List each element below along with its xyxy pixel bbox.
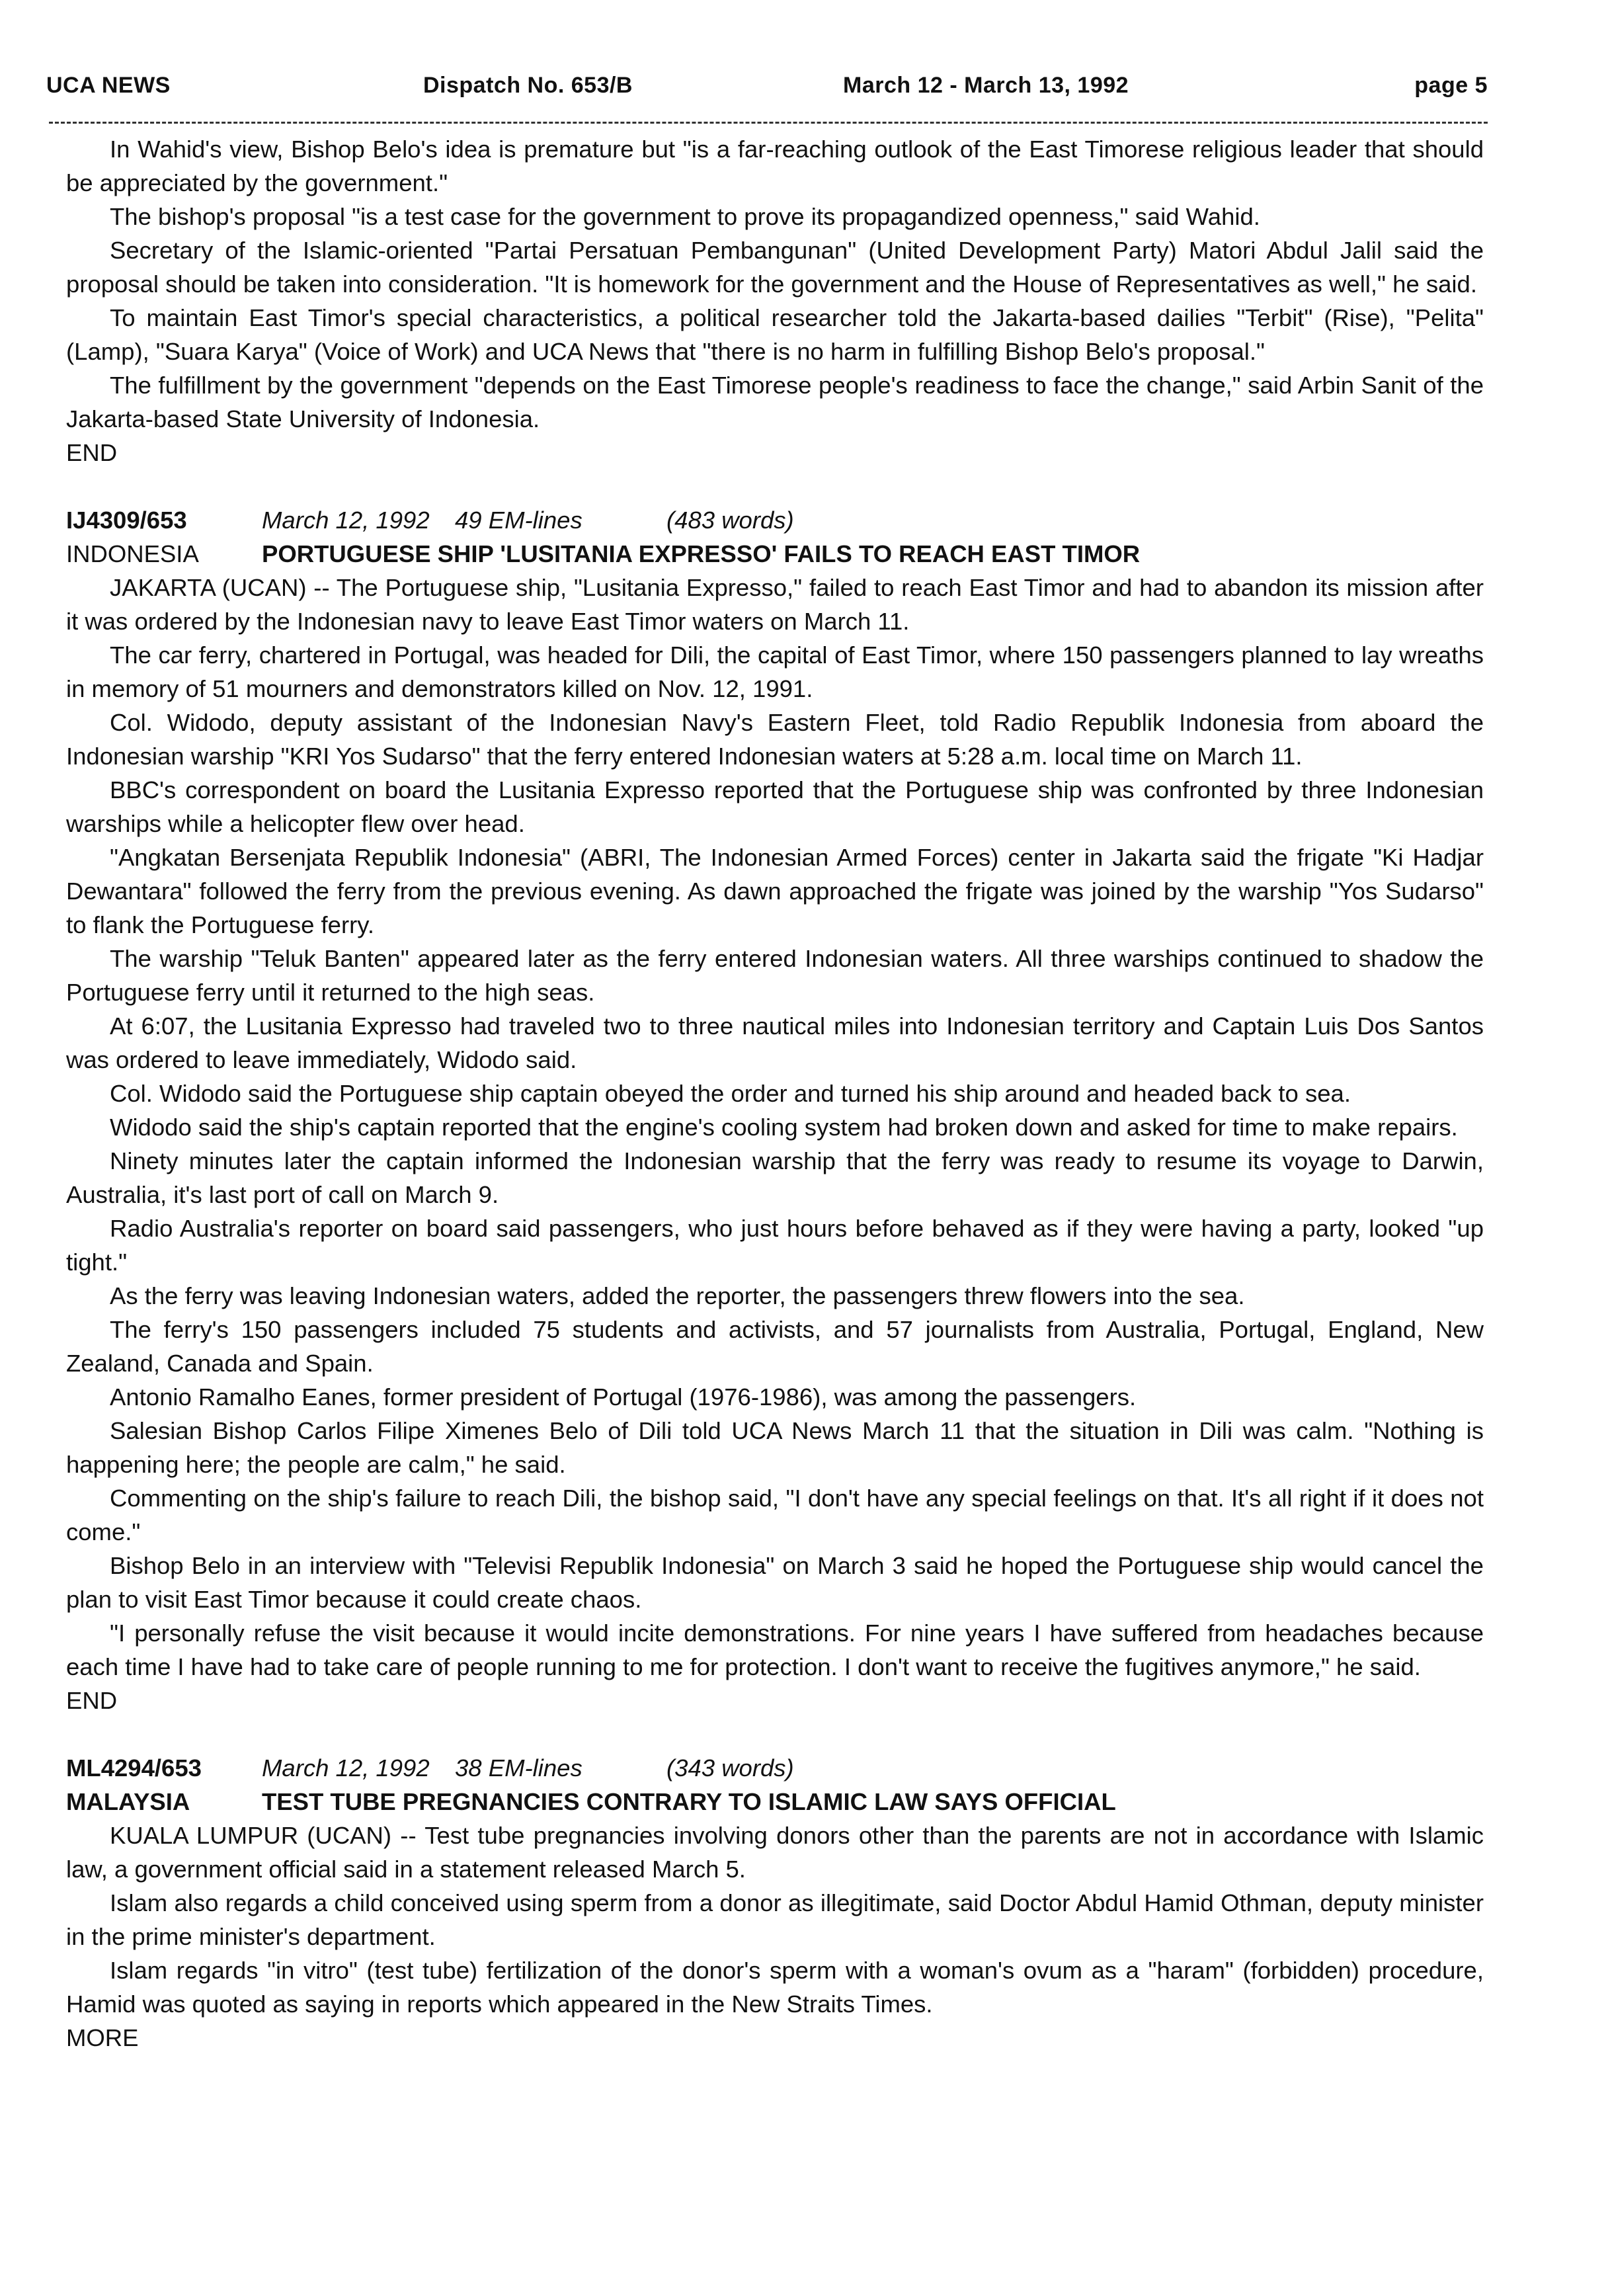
story-headline [66, 1785, 1484, 1819]
paragraph: The car ferry, chartered in Portugal, was headed for Dili, the capital of East Timor, where 150 passengers planned to lay wreaths in memory of 51 mourners and demonstrators killed on Nov. 12, 1991. [66, 641, 1484, 702]
story-indonesia [66, 503, 1484, 1717]
paragraph: Commenting on the ship's failure to reach Dili, the bishop said, "I don't have any special feelings on that. It's all right if it does not come." [66, 1485, 1484, 1545]
paragraph: JAKARTA (UCAN) -- The Portuguese ship, "Lusitania Expresso," failed to reach East Timor and had to abandon its mission after it was ordered by the Indonesian navy to leave East Timor waters on March 11. [66, 574, 1484, 635]
paragraph: Col. Widodo said the Portuguese ship captain obeyed the order and turned his ship around and headed back to sea. [110, 1080, 1351, 1107]
paragraph: At 6:07, the Lusitania Expresso had traveled two to three nautical miles into Indonesian territory and Captain Luis Dos Santos was ordered to leave immediately, Widodo said. [66, 1012, 1484, 1073]
paragraph: The bishop's proposal "is a test case for the government to prove its propagandized openness," said Wahid. [110, 203, 1260, 230]
story-malaysia [66, 1751, 1484, 2055]
paragraph: Bishop Belo in an interview with "Televisi Republik Indonesia" on March 3 said he hoped the Portuguese ship would cancel the plan to visit East Timor because it could create chaos. [66, 1552, 1484, 1613]
end-marker: END [66, 1687, 118, 1714]
story-line-count: 49 EM-lines [455, 507, 583, 534]
paragraph: To maintain East Timor's special characteristics, a political researcher told the Jakarta-based dailies "Terbit" (Rise), "Pelita" (Lamp), "Suara Karya" (Voice of Work) and UCA News that "there is no harm in fulfilling Bishop Belo's proposal." [66, 304, 1484, 365]
spacer [66, 1717, 1484, 1751]
end-marker: END [66, 439, 118, 466]
story-date: March 12, 1992 [262, 1754, 430, 1782]
story-title: PORTUGUESE SHIP 'LUSITANIA EXPRESSO' FAILS TO REACH EAST TIMOR [262, 540, 1141, 567]
header-date-range: March 12 - March 13, 1992 [843, 73, 1129, 98]
story-headline [66, 537, 1484, 571]
paragraph: Widodo said the ship's captain reported that the engine's cooling system had broken down and asked for time to make repairs. [110, 1114, 1458, 1141]
page-header [46, 73, 1488, 107]
paragraph: The ferry's 150 passengers included 75 students and activists, and 57 journalists from Australia, Portugal, England, New Zealand, Canada and Spain. [66, 1316, 1484, 1377]
paragraph: As the ferry was leaving Indonesian waters, added the reporter, the passengers threw flowers into the sea. [110, 1282, 1245, 1309]
paragraph: Col. Widodo, deputy assistant of the Indonesian Navy's Eastern Fleet, told Radio Republik Indonesia from aboard the Indonesian warship "KRI Yos Sudarso" that the ferry entered Indonesian waters at 5:28 a.m. local time on March 11. [66, 709, 1484, 770]
paragraph: Antonio Ramalho Eanes, former president of Portugal (1976-1986), was among the passengers. [110, 1383, 1137, 1411]
continued-story [66, 132, 1484, 470]
paragraph: "Angkatan Bersenjata Republik Indonesia" (ABRI, The Indonesian Armed Forces) center in Jakarta said the frigate "Ki Hadjar Dewantara" followed the ferry from the previous evening. As dawn approached the frigate was joined by the warship "Yos Sudarso" to flank the Portuguese ferry. [66, 844, 1484, 938]
paragraph: "I personally refuse the visit because it would incite demonstrations. For nine years I have suffered from headaches because each time I have had to take care of people running to me for protection. I don't want to receive the fugitives anymore," he said. [66, 1620, 1484, 1680]
article-body [66, 132, 1484, 2055]
header-dispatch-number: Dispatch No. 653/B [423, 73, 633, 98]
header-divider [49, 122, 1488, 124]
story-word-count: (343 words) [666, 1754, 794, 1782]
more-marker: MORE [66, 2024, 139, 2051]
paragraph: Salesian Bishop Carlos Filipe Ximenes Belo of Dili told UCA News March 11 that the situation in Dili was calm. "Nothing is happening here; the people are calm," he said. [66, 1417, 1484, 1478]
header-agency: UCA NEWS [46, 73, 171, 98]
paragraph: Islam also regards a child conceived using sperm from a donor as illegitimate, said Doctor Abdul Hamid Othman, deputy minister in the prime minister's department. [66, 1889, 1484, 1950]
paragraph: The fulfillment by the government "depends on the East Timorese people's readiness to face the change," said Arbin Sanit of the Jakarta-based State University of Indonesia. [66, 372, 1484, 432]
paragraph: In Wahid's view, Bishop Belo's idea is premature but "is a far-reaching outlook of the East Timorese religious leader that should be appreciated by the government." [66, 136, 1484, 196]
paragraph: Secretary of the Islamic-oriented "Partai Persatuan Pembangunan" (United Development Party) Matori Abdul Jalil said the proposal should be taken into consideration. "It is homework for the government and the House of Representatives as well," he said. [66, 237, 1484, 298]
header-page-number: page 5 [1414, 73, 1488, 98]
story-date: March 12, 1992 [262, 507, 430, 534]
story-line-count: 38 EM-lines [455, 1754, 583, 1782]
paragraph: KUALA LUMPUR (UCAN) -- Test tube pregnancies involving donors other than the parents are not in accordance with Islamic law, a government official said in a statement released March 5. [66, 1822, 1484, 1883]
story-slug [66, 503, 1484, 537]
story-code: ML4294/653 [66, 1754, 202, 1782]
paragraph: Radio Australia's reporter on board said passengers, who just hours before behaved as if they were having a party, looked "up tight." [66, 1215, 1484, 1276]
story-slug [66, 1751, 1484, 1785]
story-country: INDONESIA [66, 540, 199, 567]
paragraph: Islam regards "in vitro" (test tube) fertilization of the donor's sperm with a woman's ovum as a "haram" (forbidden) procedure, Hamid was quoted as saying in reports which appeared in the New Straits Times. [66, 1957, 1484, 2018]
story-word-count: (483 words) [666, 507, 794, 534]
story-title: TEST TUBE PREGNANCIES CONTRARY TO ISLAMIC LAW SAYS OFFICIAL [262, 1788, 1116, 1815]
paragraph: Ninety minutes later the captain informed the Indonesian warship that the ferry was ready to resume its voyage to Darwin, Australia, it's last port of call on March 9. [66, 1147, 1484, 1208]
spacer [66, 470, 1484, 503]
story-country: MALAYSIA [66, 1788, 190, 1815]
paragraph: The warship "Teluk Banten" appeared later as the ferry entered Indonesian waters. All three warships continued to shadow the Portuguese ferry until it returned to the high seas. [66, 945, 1484, 1006]
paragraph: BBC's correspondent on board the Lusitania Expresso reported that the Portuguese ship was confronted by three Indonesian warships while a helicopter flew over head. [66, 776, 1484, 837]
story-code: IJ4309/653 [66, 507, 187, 534]
